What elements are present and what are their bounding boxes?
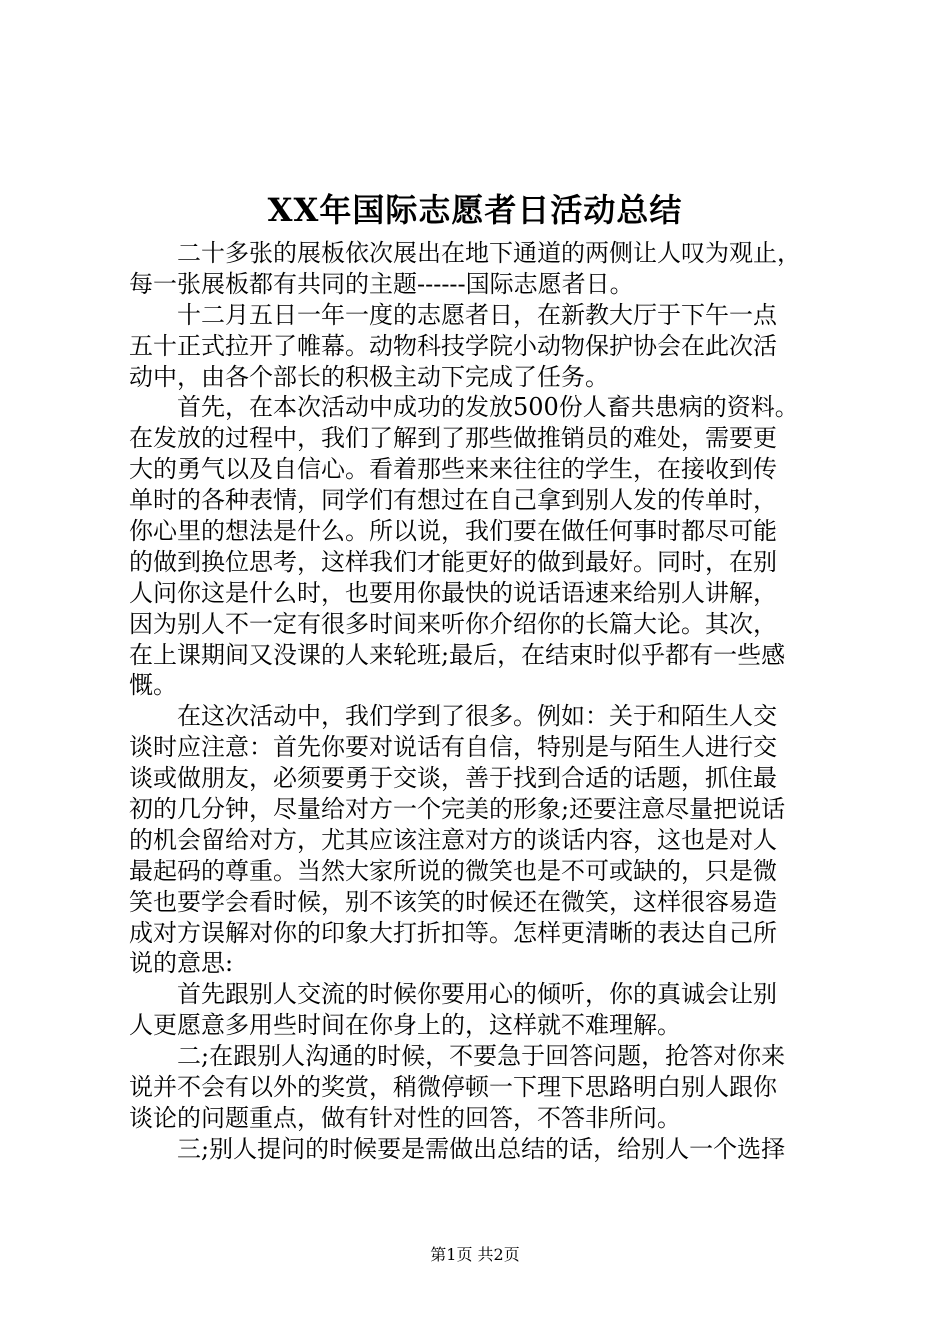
text-line: 谈时应注意：首先你要对说话有自信，特别是与陌生人进行交 [129,733,777,762]
text-line: 大的勇气以及自信心。看着那些来来往往的学生，在接收到传 [129,455,777,484]
text-line: 谈论的问题重点，做有针对性的回答，不答非所问。 [129,1103,681,1132]
text-line: 在上课期间又没课的人来轮班;最后，在结束时似乎都有一些感 [129,640,786,669]
text-line: 最起码的尊重。当然大家所说的微笑也是不可或缺的，只是微 [129,856,777,885]
text-line: 说的意思: [129,949,234,978]
text-line: 在这次活动中，我们学到了很多。例如：关于和陌生人交 [177,702,777,731]
text-line: 单时的各种表情，同学们有想过在自己拿到别人发的传单时， [129,486,777,515]
text-line: 初的几分钟，尽量给对方一个完美的形象;还要注意尽量把说话 [129,795,786,824]
page-number: 第1页 共2页 [430,1245,520,1264]
text-line: 成对方误解对你的印象大打折扣等。怎样更清晰的表达自己所 [129,918,777,947]
text-line: 首先跟别人交流的时候你要用心的倾听，你的真诚会让别 [177,980,777,1009]
text-line: 二十多张的展板依次展出在地下通道的两侧让人叹为观止， [177,239,801,267]
text-line: 人更愿意多用些时间在你身上的，这样就不难理解。 [129,1011,681,1040]
text-line: 的做到换位思考，这样我们才能更好的做到最好。同时，在别 [129,547,777,576]
text-line: 首先，在本次活动中成功的发放500份人畜共患病的资料。 [177,393,799,422]
document-title: XX年国际志愿者日活动总结 [267,191,683,229]
text-line: 二;在跟别人沟通的时候，不要急于回答问题，抢答对你来 [177,1042,786,1071]
text-line: 人问你这是什么时，也要用你最快的说话语速来给别人讲解， [129,578,777,607]
text-line: 五十正式拉开了帷幕。动物科技学院小动物保护协会在此次活 [129,331,777,360]
document-body [129,238,829,1165]
text-line: 每一张展板都有共同的主题------国际志愿者日。 [129,269,634,298]
text-line: 在发放的过程中，我们了解到了那些做推销员的难处，需要更 [129,424,777,453]
text-line: 你心里的想法是什么。所以说，我们要在做任何事时都尽可能 [129,517,777,546]
text-line: 说并不会有以外的奖赏，稍微停顿一下理下思路明白别人跟你 [129,1073,777,1102]
text-line: 十二月五日一年一度的志愿者日，在新教大厅于下午一点 [177,300,777,329]
text-line: 因为别人不一定有很多时间来听你介绍你的长篇大论。其次， [129,609,777,638]
text-line: 谈或做朋友，必须要勇于交谈，善于找到合适的话题，抓住最 [129,764,777,793]
text-line: 动中，由各个部长的积极主动下完成了任务。 [129,362,609,391]
text-line: 的机会留给对方，尤其应该注意对方的谈话内容，这也是对人 [129,825,777,854]
text-line: 笑也要学会看时候，别不该笑的时候还在微笑，这样很容易造 [129,887,777,916]
text-line: 三;别人提问的时候要是需做出总结的话，给别人一个选择 [177,1134,786,1163]
text-line: 慨。 [129,671,177,700]
